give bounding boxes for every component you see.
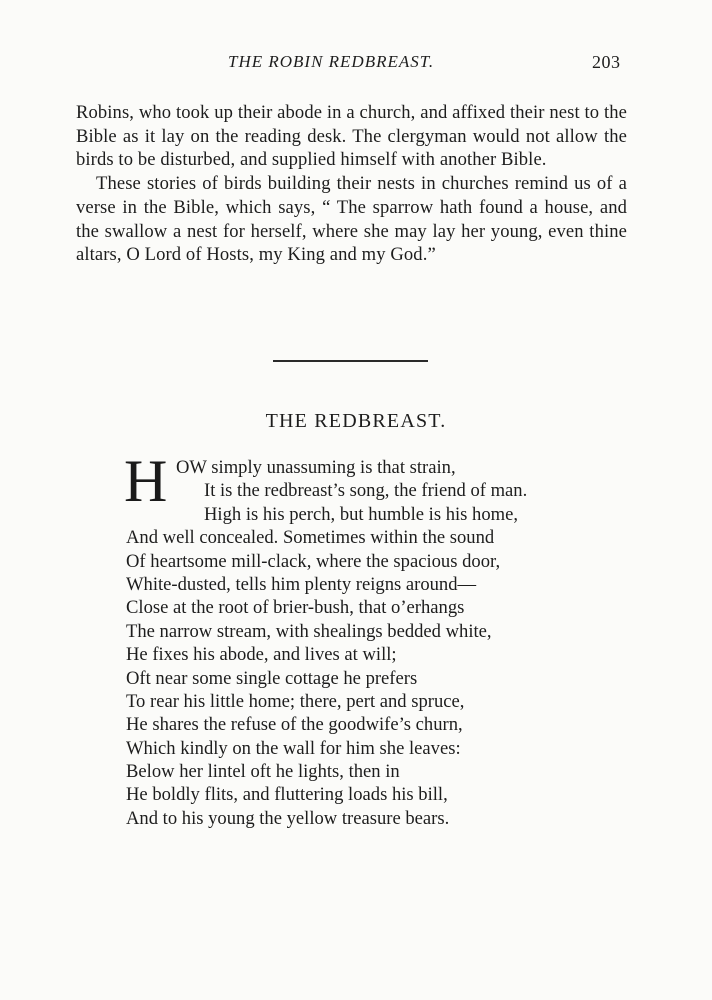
poem-line: He fixes his abode, and lives at will; [126, 644, 397, 666]
poem-line: And to his young the yellow treasure bears. [126, 807, 450, 829]
page-number: 203 [592, 52, 621, 72]
poem-line: Close at the root of brier-bush, that o’erhangs [126, 597, 465, 619]
poem-line: Of heartsome mill-clack, where the spacious door, [126, 550, 501, 572]
poem-line: High is his perch, but humble is his home, [204, 503, 519, 525]
poem-line: Below her lintel oft he lights, then in [126, 761, 400, 783]
section-divider [273, 360, 428, 362]
poem-line: Which kindly on the wall for him she leaves: [126, 737, 461, 759]
prose-paragraph: These stories of birds building their nests in churches remind us of a verse in the Bible, which says, “ The sparrow hath found a house, and the swallow a nest for herself, where she may lay her young, even thine altars, O Lord of Hosts, my King and my God.” [76, 173, 627, 266]
poem-line: He shares the refuse of the goodwife’s churn, [126, 714, 463, 736]
poem-line: He boldly flits, and fluttering loads his bill, [126, 784, 448, 806]
drop-cap: H [124, 448, 168, 514]
poem-line: OW simply unassuming is that strain, [176, 457, 456, 478]
poem [124, 448, 646, 830]
prose-paragraph: Robins, who took up their abode in a church, and affixed their nest to the Bible as it lay on the reading desk. The clergyman would not allow the birds to be disturbed, and supplied himself with another Bible. [76, 102, 627, 171]
running-title: THE ROBIN REDBREAST. [228, 52, 435, 71]
prose-body [76, 101, 627, 267]
poem-line: White-dusted, tells him plenty reigns around— [126, 573, 477, 595]
poem-line: It is the redbreast’s song, the friend of man. [204, 480, 528, 502]
poem-line: The narrow stream, with shealings bedded white, [126, 620, 492, 642]
poem-title: THE REDBREAST. [265, 410, 447, 432]
poem-line: Oft near some single cottage he prefers [126, 667, 418, 689]
poem-line: And well concealed. Sometimes within the sound [126, 527, 495, 549]
poem-line: To rear his little home; there, pert and spruce, [126, 690, 465, 712]
running-head [0, 52, 712, 82]
